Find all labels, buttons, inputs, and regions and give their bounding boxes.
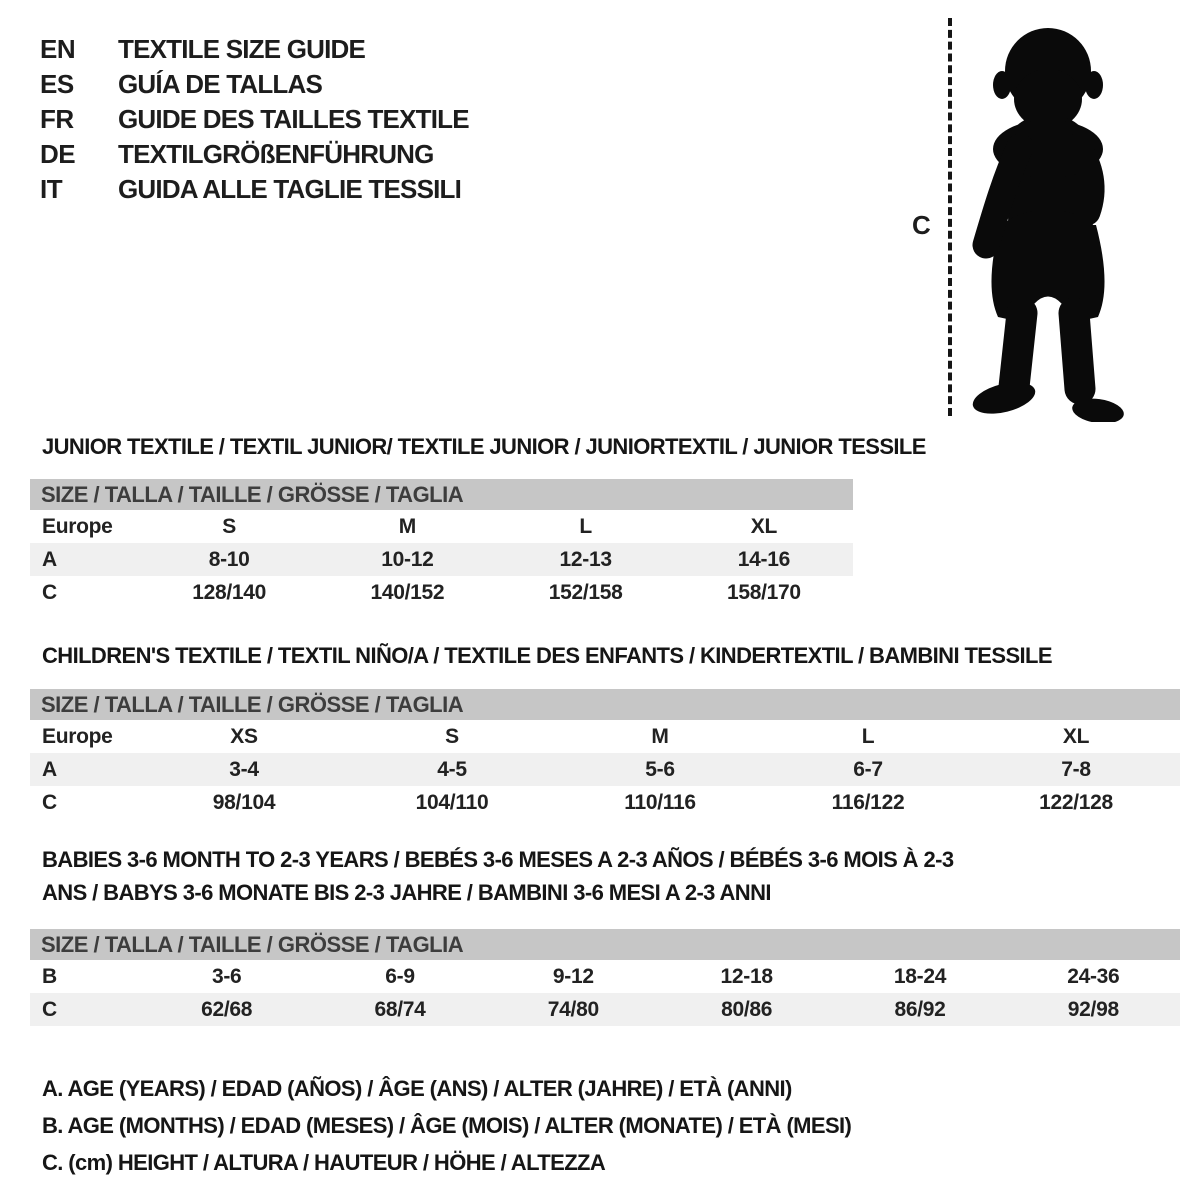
- table-cell: 68/74: [374, 997, 426, 1021]
- legend-line-a: A. AGE (YEARS) / EDAD (AÑOS) / ÂGE (ANS) / ALTER (JAHRE) / ETÀ (ANNI): [42, 1076, 792, 1101]
- row-label: A: [42, 547, 57, 571]
- table-cell: XL: [750, 514, 777, 538]
- table-cell: 158/170: [726, 580, 801, 604]
- table-cell: 74/80: [547, 997, 599, 1021]
- table-cell: S: [222, 514, 236, 538]
- table-cell: 104/110: [415, 790, 489, 814]
- language-row-en: [40, 32, 469, 67]
- language-code: FR: [40, 104, 74, 134]
- table-cell: 12-13: [559, 547, 612, 571]
- table-cell: 8-10: [208, 547, 250, 571]
- legend-line-c: C. (cm) HEIGHT / ALTURA / HAUTEUR / HÖHE / ALTEZZA: [42, 1150, 606, 1175]
- table-cell: 24-36: [1067, 964, 1120, 988]
- table-cell: 152/158: [548, 580, 623, 604]
- height-measure-label: C: [912, 210, 931, 240]
- legend: [42, 1070, 851, 1181]
- row-label: Europe: [42, 724, 113, 748]
- guide-title: TEXTILE SIZE GUIDE: [118, 34, 366, 64]
- language-code: ES: [40, 69, 74, 99]
- children-size-table: [30, 689, 1180, 819]
- row-label: A: [42, 757, 57, 781]
- language-row-es: [40, 67, 469, 102]
- language-code: EN: [40, 34, 76, 64]
- baby-silhouette: [960, 20, 1140, 422]
- row-label: C: [42, 997, 57, 1021]
- legend-line-b: B. AGE (MONTHS) / EDAD (MESES) / ÂGE (MOIS) / ALTER (MONATE) / ETÀ (MESI): [42, 1113, 852, 1138]
- table-cell: 14-16: [737, 547, 790, 571]
- table-cell: 98/104: [212, 790, 276, 814]
- table-cell: 110/116: [624, 790, 696, 814]
- table-cell: M: [398, 514, 416, 538]
- language-title-list: [40, 32, 469, 207]
- row-label: C: [42, 790, 57, 814]
- table-cell: L: [861, 724, 875, 748]
- table-row-height: [30, 576, 853, 609]
- table-row-age-months: [30, 960, 1180, 993]
- table-row-height: [30, 993, 1180, 1026]
- junior-size-table: [30, 479, 853, 609]
- guide-title: GUIDE DES TAILLES TEXTILE: [118, 104, 469, 134]
- table-cell: 3-4: [229, 757, 259, 781]
- babies-section-title: BABIES 3-6 MONTH TO 2-3 YEARS / BEBÉS 3-6 MESES A 2-3 AÑOS / BÉBÉS 3-6 MOIS À 2-3 ANS / BABYS 3-6 MONATE BIS 2-3 JAHRE / BAMBINI 3-6 MESI A 2-3 ANNI: [42, 847, 954, 905]
- row-label: B: [42, 964, 57, 988]
- table-row-europe: [30, 510, 853, 543]
- row-label: Europe: [42, 514, 113, 538]
- table-row-height: [30, 786, 1180, 819]
- table-cell: 7-8: [1061, 757, 1091, 781]
- language-row-fr: [40, 102, 469, 137]
- table-cell: 122/128: [1039, 790, 1113, 814]
- table-cell: XS: [230, 724, 258, 748]
- children-section-title: CHILDREN'S TEXTILE / TEXTIL NIÑO/A / TEXTILE DES ENFANTS / KINDERTEXTIL / BAMBINI TESSILE: [42, 643, 1052, 668]
- row-label: C: [42, 580, 57, 604]
- table-cell: 80/86: [721, 997, 773, 1021]
- table-cell: 3-6: [211, 964, 242, 988]
- table-row-age: [30, 753, 1180, 786]
- table-cell: 6-9: [385, 964, 415, 988]
- table-cell: 4-5: [437, 757, 467, 781]
- table-cell: 12-18: [720, 964, 773, 988]
- table-cell: XL: [1062, 724, 1090, 748]
- table-cell: 9-12: [552, 964, 594, 988]
- junior-section-title: JUNIOR TEXTILE / TEXTIL JUNIOR/ TEXTILE JUNIOR / JUNIORTEXTIL / JUNIOR TESSILE: [42, 434, 926, 459]
- guide-title: TEXTILGRÖßENFÜHRUNG: [118, 139, 434, 169]
- babies-size-table: [30, 929, 1180, 1026]
- table-cell: 128/140: [192, 580, 267, 604]
- language-code: DE: [40, 139, 76, 169]
- table-cell: 86/92: [894, 997, 946, 1021]
- table-cell: 5-6: [645, 757, 675, 781]
- language-code: IT: [40, 174, 63, 204]
- table-cell: M: [651, 724, 669, 748]
- table-row-europe: [30, 720, 1180, 753]
- guide-title: GUÍA DE TALLAS: [118, 69, 323, 99]
- table-cell: 62/68: [201, 997, 253, 1021]
- table-row-age: [30, 543, 853, 576]
- table-cell: 116/122: [831, 790, 905, 814]
- table-cell: 140/152: [370, 580, 445, 604]
- language-row-de: [40, 137, 469, 172]
- table-cell: S: [445, 724, 459, 748]
- height-measure-dashed-line: [948, 18, 952, 416]
- table-cell: 6-7: [853, 757, 883, 781]
- size-header-bar: SIZE / TALLA / TAILLE / GRÖSSE / TAGLIA: [30, 689, 1180, 720]
- size-header-bar: SIZE / TALLA / TAILLE / GRÖSSE / TAGLIA: [30, 929, 1180, 960]
- table-cell: 10-12: [381, 547, 434, 571]
- table-cell: 92/98: [1067, 997, 1119, 1021]
- table-cell: 18-24: [893, 964, 947, 988]
- size-header-bar: SIZE / TALLA / TAILLE / GRÖSSE / TAGLIA: [30, 479, 853, 510]
- guide-title: GUIDA ALLE TAGLIE TESSILI: [118, 174, 462, 204]
- language-row-it: [40, 172, 469, 207]
- table-cell: L: [579, 514, 592, 538]
